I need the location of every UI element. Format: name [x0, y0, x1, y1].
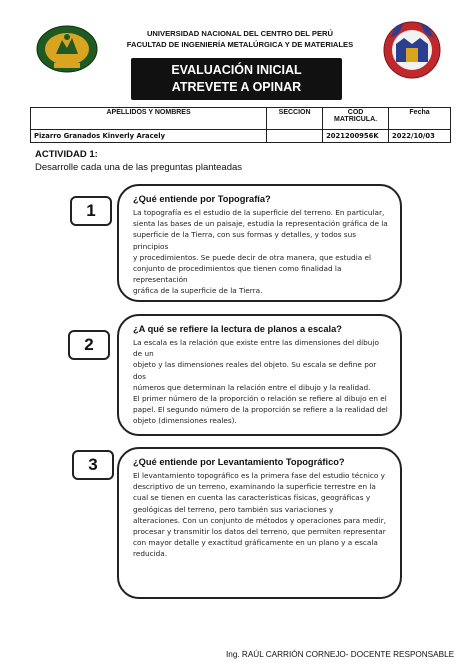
university-name: UNIVERSIDAD NACIONAL DEL CENTRO DEL PERÚ [146, 29, 334, 38]
faculty-logo [382, 18, 442, 82]
table-row [31, 130, 451, 143]
banner-subtitle: ATREVETE A OPINAR [171, 80, 302, 94]
student-code: 2021200956K [323, 130, 389, 143]
question-number-1: 1 [70, 196, 112, 226]
question-text: ¿Qué entiende por Topografía? [133, 194, 271, 204]
evaluation-banner [131, 58, 342, 100]
activity-title: ACTIVIDAD 1: [35, 149, 98, 160]
question-text: ¿A qué se refiere la lectura de planos a escala? [133, 324, 342, 334]
header-date: Fecha [389, 108, 451, 130]
question-card-1 [117, 184, 402, 302]
activity-instruction: Desarrolle cada una de las preguntas planteadas [35, 162, 243, 173]
question-card-3 [117, 447, 402, 599]
institution-header [100, 28, 380, 50]
header-name: APELLIDOS Y NOMBRES [31, 108, 267, 130]
university-logo [36, 24, 98, 74]
table-header-row [31, 108, 451, 130]
answer-text: El levantamiento topográfico es la primera fase del estudio técnico y descriptivo de un terreno, examinando la superficie terrestre en la cual se tienen en cuenta las características físicas, geográficas y geológicas del terreno, pero también sus variaciones y alteraciones. Con un conjunto de métodos y operaciones para medir, procesar y transmitir los datos del terreno, que permiten representar con mayor detalle y exactitud gráficamente en un plano y a escala reducida. [133, 471, 386, 559]
footer-signature: Ing. RAÚL CARRIÓN CORNEJO- DOCENTE RESPONSABLE [226, 650, 455, 659]
question-card-2 [117, 314, 402, 436]
banner-title: EVALUACIÓN INICIAL [171, 63, 302, 77]
question-number-3: 3 [72, 450, 114, 480]
answer-text: La topografía es el estudio de la superficie del terreno. En particular, sienta las bases de un paisaje, estudia la representación gráfica de la superficie de la Tierra, con sus formas y detalles, y todos sus principios y procedimientos. Se puede decir de otra manera, que estudia el conjunto de procedimientos que tienen como finalidad la representación gráfica de la superficie de la Tierra. [133, 208, 388, 296]
header-section: SECCION [267, 108, 323, 130]
evaluation-date: 2022/10/03 [389, 130, 451, 143]
header-code: COD MATRICULA. [323, 108, 389, 130]
faculty-name: FACULTAD DE INGENIERÍA METALÚRGICA Y DE MATERIALES [126, 40, 354, 49]
student-section [267, 130, 323, 143]
answer-text: La escala es la relación que existe entre las dimensiones del dibujo de un objeto y las dimensiones reales del objeto. Su escala se define por dos números que determinan la relación entre el dibujo y la realidad. El primer número de la proporción o relación se refiere al dibujo en el papel. El segundo número de la proporción se refiere a la realidad del objeto (dimensiones reales). [133, 338, 388, 426]
student-info-table [30, 107, 451, 143]
question-text: ¿Qué entiende por Levantamiento Topográfico? [133, 457, 345, 467]
student-name: Pizarro Granados Kinverly Aracely [31, 130, 267, 143]
question-number-2: 2 [68, 330, 110, 360]
